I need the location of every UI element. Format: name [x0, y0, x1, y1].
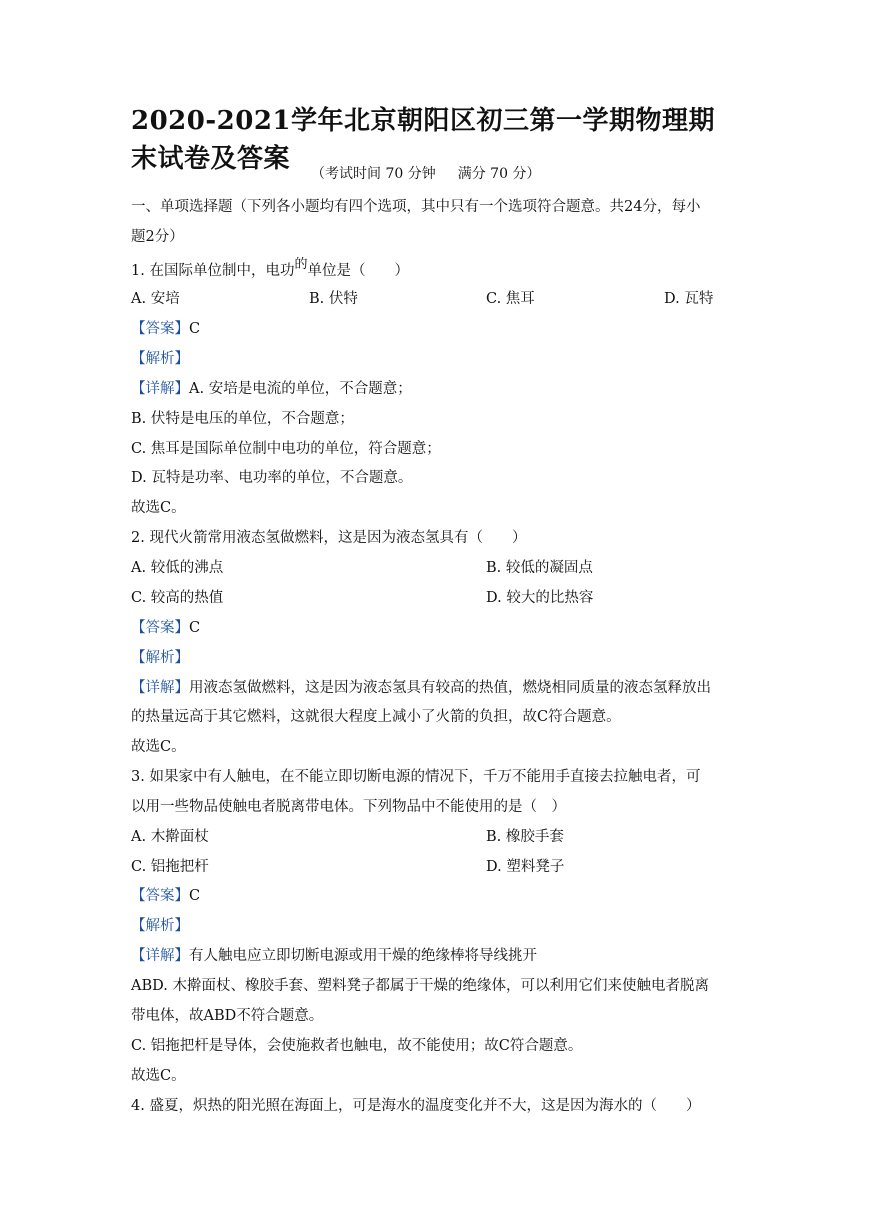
page-title: 2020-2021学年北京朝阳区初三第一学期物理期末试卷及答案 [131, 106, 716, 174]
q3-stem-line1: 3. 如果家中有人触电，在不能立即切断电源的情况下，千万不能用手直接去拉触电者，可 [131, 769, 701, 785]
q1-detail-line: B. 伏特是电压的单位，不合题意； [131, 411, 354, 427]
q1-stem-b: 单位是（ ） [307, 263, 409, 279]
q1-stem-sup: 的 [294, 257, 308, 272]
analysis-tag: 【解析】 [131, 918, 189, 934]
q2-detail-line: 的热量远高于其它燃料，这就很大程度上减小了火箭的负担，故C符合题意。 [131, 709, 621, 725]
analysis-tag: 【解析】 [131, 351, 189, 367]
q2-detail [131, 678, 711, 698]
q1-detail-line: C. 焦耳是国际单位制中电功的单位，符合题意； [131, 441, 441, 457]
answer-tag: 【答案】 [131, 888, 189, 904]
q1-detail-text: A. 安培是电流的单位，不合题意； [189, 381, 412, 397]
q1-detail [131, 379, 412, 399]
q2-option-b: B. 较低的凝固点 [486, 560, 593, 576]
q1-stem-a: 1. 在国际单位制中，电功 [131, 263, 295, 279]
q2-analysis [131, 648, 189, 668]
q3-option-d: D. 塑料凳子 [486, 859, 565, 875]
q3-option-a: A. 木擀面杖 [131, 829, 209, 845]
q2-answer [131, 618, 200, 638]
q2-detail-text: 用液态氢做燃料，这是因为液态氢具有较高的热值，燃烧相同质量的液态氢释放出 [189, 680, 711, 696]
q3-answer [131, 886, 200, 906]
q3-stem-line2: 以用一些物品使触电者脱离带电体。下列物品中不能使用的是（ ） [131, 799, 566, 815]
q1-option-d: D. 瓦特 [664, 291, 714, 307]
answer-tag: 【答案】 [131, 620, 189, 636]
exam-time: （考试时间 70 分钟 [311, 166, 436, 182]
q3-detail-line: C. 铝拖把杆是导体，会使施救者也触电，故不能使用；故C符合题意。 [131, 1038, 583, 1054]
detail-tag: 【详解】 [131, 381, 189, 397]
q1-option-c: C. 焦耳 [486, 291, 535, 307]
q3-detail [131, 946, 537, 966]
q1-detail-line: 故选C。 [131, 500, 186, 516]
q3-option-c: C. 铝拖把杆 [131, 859, 209, 875]
answer-tag: 【答案】 [131, 321, 189, 337]
q2-option-c: C. 较高的热值 [131, 590, 224, 606]
detail-tag: 【详解】 [131, 680, 189, 696]
section-heading-line1: 一、单项选择题（下列各小题均有四个选项，其中只有一个选项符合题意。共24分，每小 [131, 199, 701, 215]
q2-detail-line: 故选C。 [131, 739, 186, 755]
detail-tag: 【详解】 [131, 948, 189, 964]
q3-detail-text: 有人触电应立即切断电源或用干燥的绝缘棒将导线挑开 [189, 948, 537, 964]
q1-answer-value: C [189, 321, 201, 337]
exam-info [311, 163, 540, 183]
q3-analysis [131, 916, 189, 936]
q1-option-b: B. 伏特 [309, 291, 358, 307]
q3-detail-line: 故选C。 [131, 1068, 186, 1084]
q2-answer-value: C [189, 620, 201, 636]
q3-option-b: B. 橡胶手套 [486, 829, 564, 845]
q1-detail-line: D. 瓦特是功率、电功率的单位，不合题意。 [131, 470, 413, 486]
q3-answer-value: C [189, 888, 201, 904]
section-heading-line2: 题2分） [131, 229, 184, 245]
q4-stem: 4. 盛夏，炽热的阳光照在海面上，可是海水的温度变化并不大，这是因为海水的（ ） [131, 1098, 701, 1114]
q3-detail-line: ABD. 木擀面杖、橡胶手套、塑料凳子都属于干燥的绝缘体，可以利用它们来使触电者脱离 [131, 978, 709, 994]
q1-stem [131, 257, 409, 282]
q2-option-d: D. 较大的比热容 [486, 590, 594, 606]
exam-score: 满分 70 分） [457, 166, 541, 182]
analysis-tag: 【解析】 [131, 650, 189, 666]
q1-analysis [131, 349, 189, 369]
q3-detail-line: 带电体，故ABD不符合题意。 [131, 1008, 324, 1024]
q2-option-a: A. 较低的沸点 [131, 560, 224, 576]
q1-answer [131, 319, 200, 339]
q1-option-a: A. 安培 [131, 291, 180, 307]
q2-stem: 2. 现代火箭常用液态氢做燃料，这是因为液态氢具有（ ） [131, 530, 527, 546]
